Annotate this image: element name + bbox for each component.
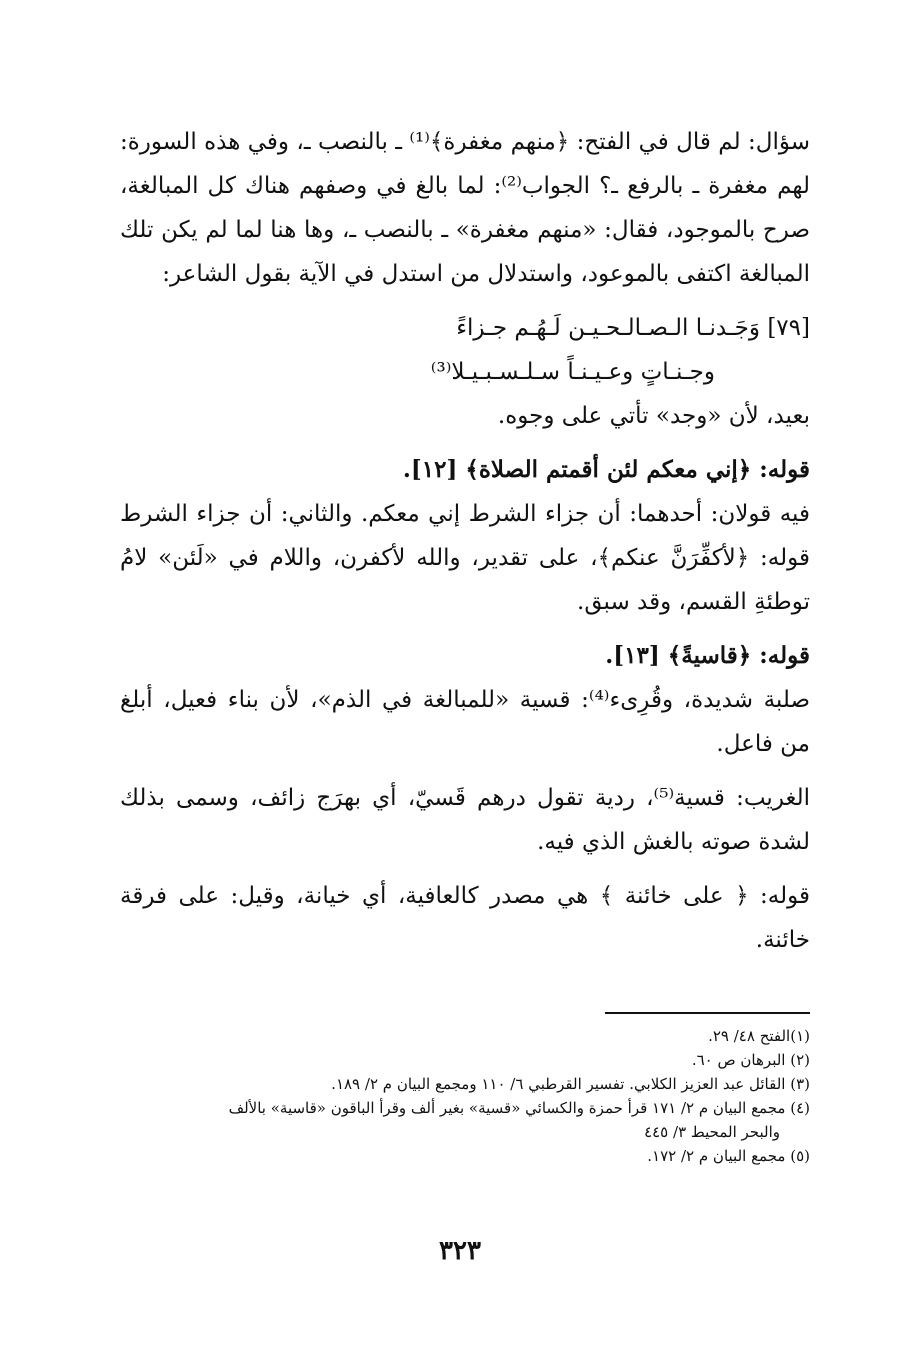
paragraph-two-opinions: فيه قولان: أحدهما: أن جزاء الشرط إني معكم. والثاني: أن جزاء الشرط قوله: ﴿لأكفِّرَنَّ عنكم﴾، على تقدير، والله لأكفرن، واللام في «لَئن» لامُ توطئةِ القسم، وقد سبق. xyxy=(120,501,810,615)
footnotes xyxy=(120,1024,810,1168)
page-number: ٣٢٣ xyxy=(439,1236,481,1266)
page-body xyxy=(120,120,810,962)
heading-verse-13: قوله: ﴿قاسيةً﴾ [١٣]. xyxy=(605,642,810,669)
paragraph-verse-comment: بعيد، لأن «وجد» تأتي على وجوه. xyxy=(497,403,810,429)
verse-line-1: [٧٩] وَجَـدنـا الـصـالـحـيـن لَـهُـم جـزاءً xyxy=(456,315,810,341)
footnote-1: (١)الفتح ٤٨/ ٢٩. xyxy=(708,1027,810,1045)
footnote-4-continued: والبحر المحيط ٣/ ٤٤٥ xyxy=(644,1123,780,1141)
footnote-divider xyxy=(605,1012,810,1014)
footnote-2: (٢) البرهان ص ٦٠. xyxy=(691,1051,810,1069)
footnote-4: (٤) مجمع البيان م ٢/ ١٧١ قرأ حمزة والكسائي «قسية» بغير ألف وقرأ الباقون «قاسية» بالألف xyxy=(228,1099,810,1117)
paragraph-khaina: قوله: ﴿ على خائنة ﴾ هي مصدر كالعافية، أي خيانة، وقيل: على فرقة خائنة. xyxy=(120,883,810,953)
footnote-5: (٥) مجمع البيان م ٢/ ١٧٢. xyxy=(647,1147,810,1165)
footnote-3: (٣) القائل عبد العزيز الكلابي. تفسير القرطبي ٦/ ١١٠ ومجمع البيان م ٢/ ١٨٩. xyxy=(331,1075,810,1093)
poetry-verse xyxy=(120,306,810,394)
paragraph-question: سؤال: لم قال في الفتح: ﴿منهم مغفرة﴾⁽¹⁾ ـ بالنصب ـ، وفي هذه السورة: لهم مغفرة ـ بالرفع ـ؟ الجواب⁽²⁾: لما بالغ في وصفهم هناك كل المبالغة، صرح بالموجود، فقال: «منهم مغفرة» ـ بالنصب ـ، وها هنا لما لم يكن تلك المبالغة اكتفى بالموعود، واستدلال من استدل في الآية بقول الشاعر: xyxy=(120,129,811,287)
heading-verse-12: قوله: ﴿إني معكم لئن أقمتم الصلاة﴾ [١٢]. xyxy=(402,456,810,483)
verse-line-2: وجـنـاتٍ وعـيـنـاً سـلـسـبـيـلا⁽³⁾ xyxy=(430,359,715,385)
paragraph-gharib: الغريب: قسية⁽⁵⁾، ردية تقول درهم قَسيّ، أي بهرَج زائف، وسمى بذلك لشدة صوته بالغش الذي فيه. xyxy=(120,785,811,855)
paragraph-qasiya: صلبة شديدة، وقُرِىء⁽⁴⁾: قسية «للمبالغة في الذم»، لأن بناء فعيل، أبلغ من فاعل. xyxy=(120,687,810,757)
